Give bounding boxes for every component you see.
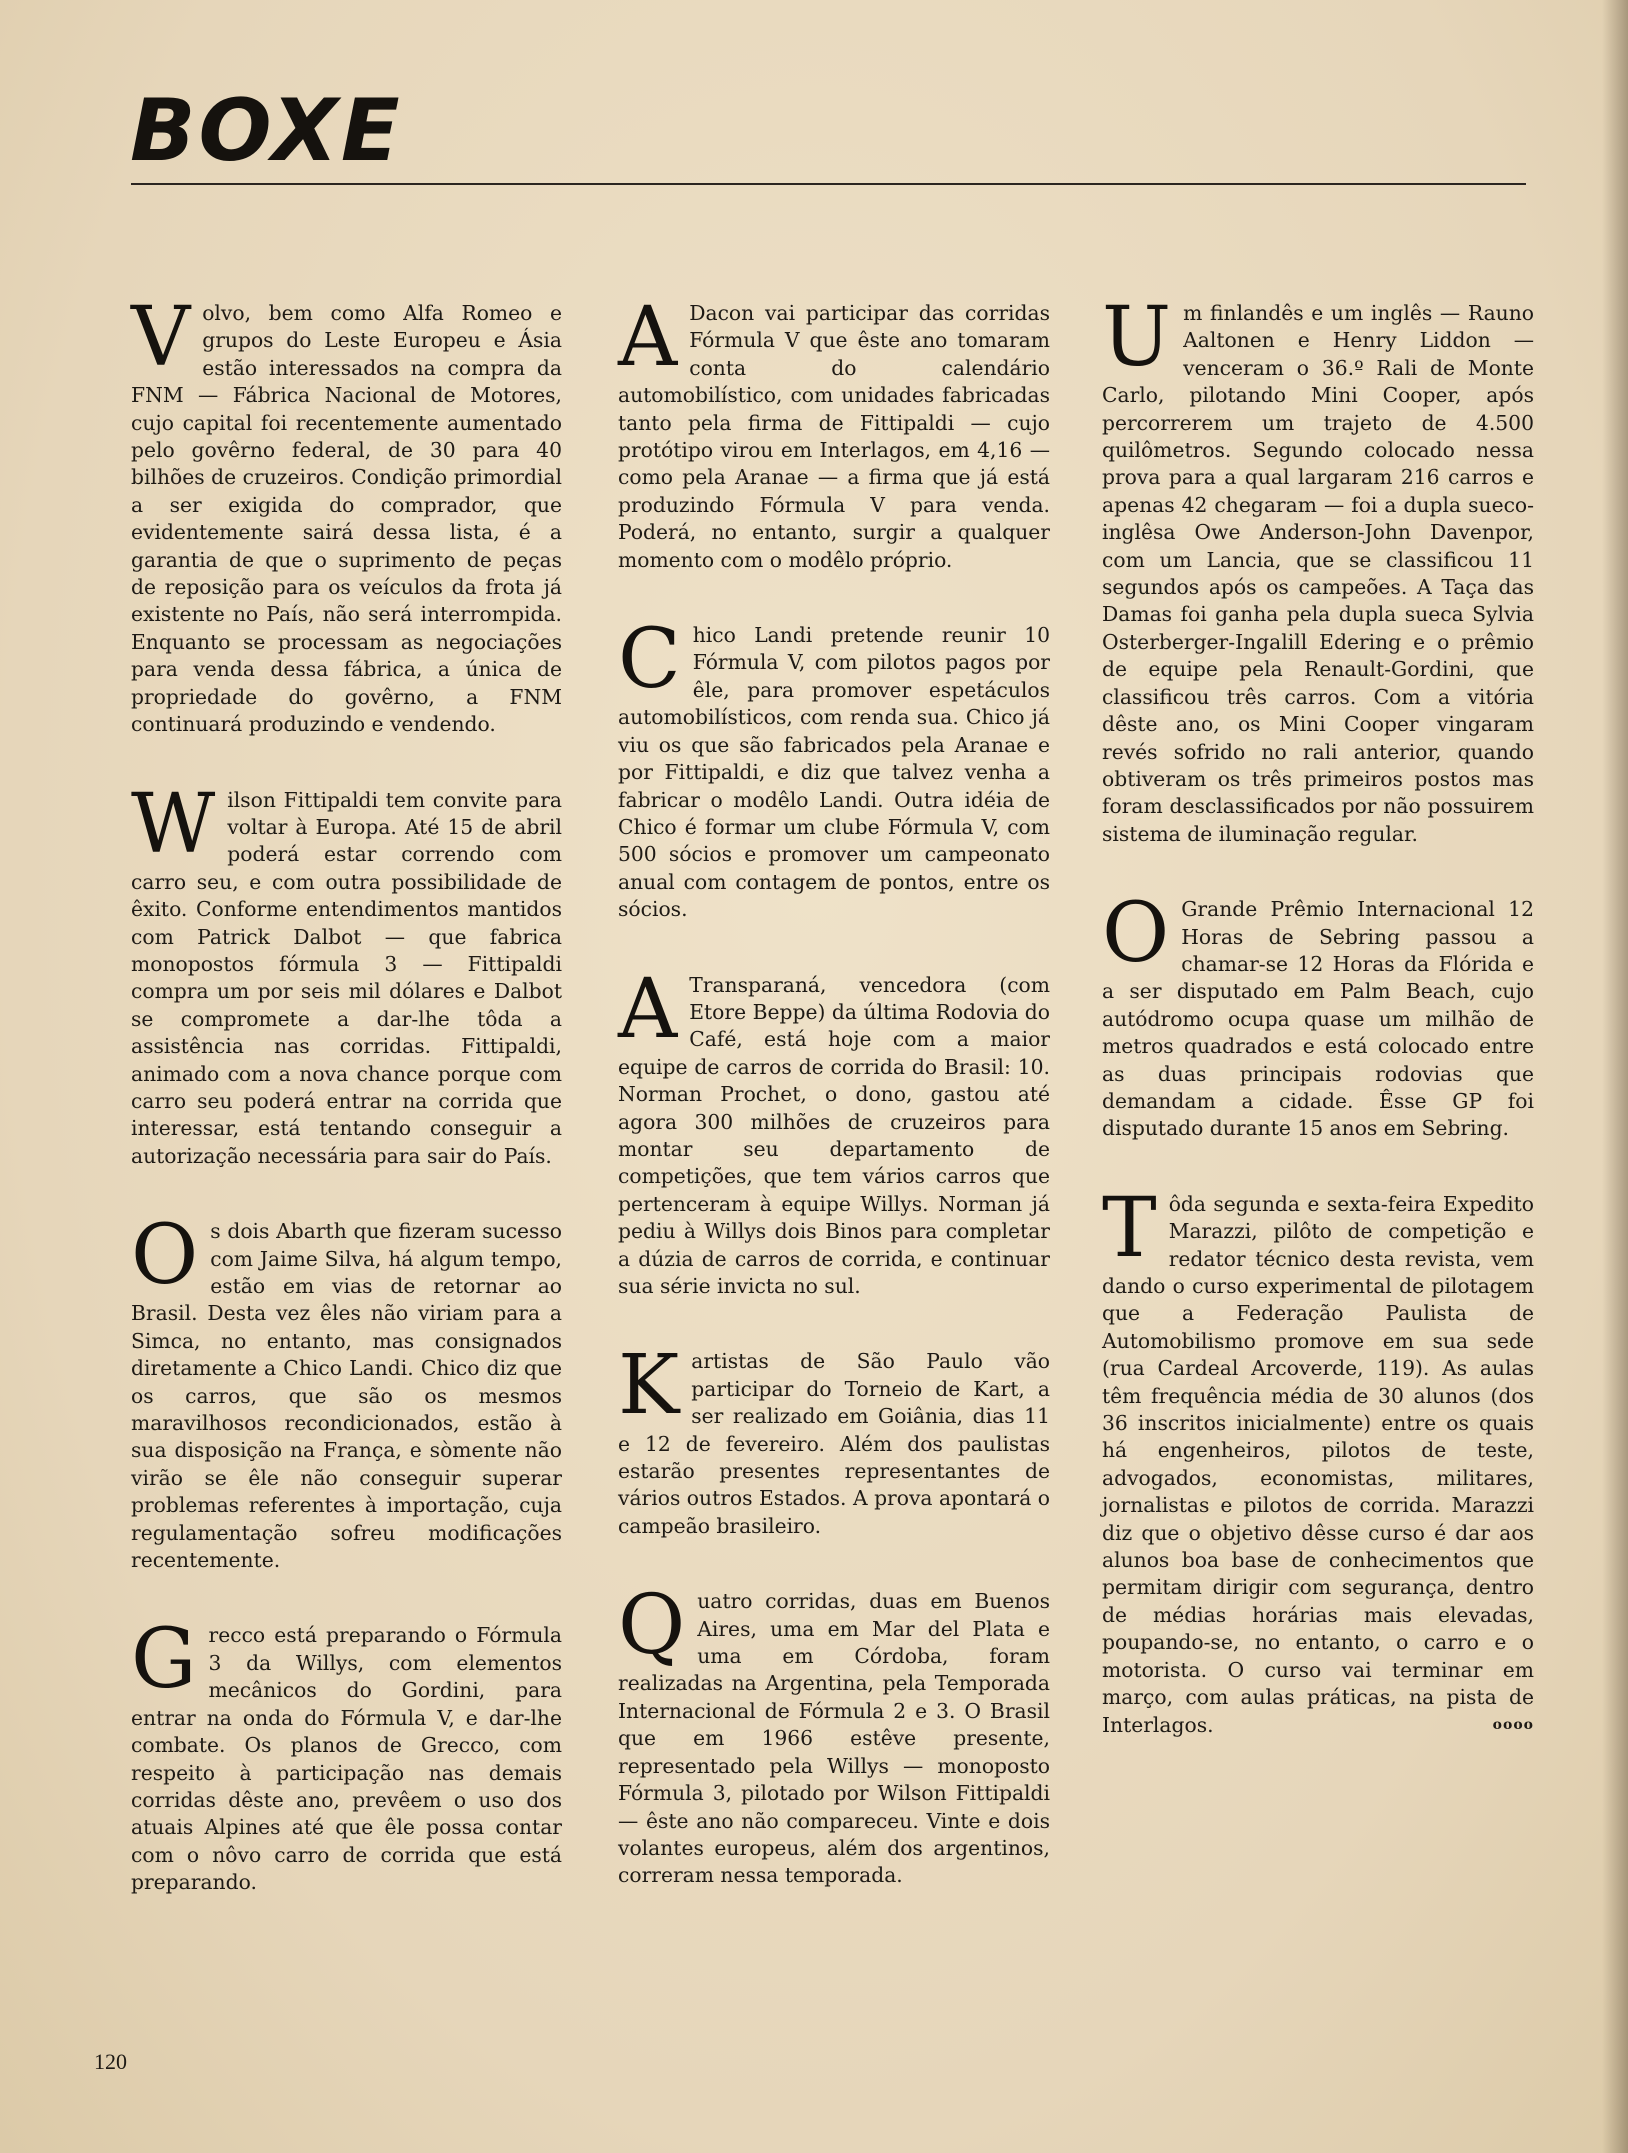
column-1 (131, 290, 562, 1945)
drop-cap: V (131, 290, 191, 385)
article-paragraph (618, 961, 1050, 1301)
article-paragraph (131, 1612, 562, 1896)
drop-cap: A (618, 961, 678, 1057)
column-2 (618, 290, 1050, 1938)
title-rule (131, 183, 1526, 185)
paragraph-text: s dois Abarth que fizeram sucesso com Jaime Silva, há algum tempo, estão em vias de retornar ao Brasil. Desta vez êles não viriam para a Simca, no entanto, mas consignados diretamente a Chico Landi. Chico diz que os carros, que são os mesmos maravilhosos recondicionados, estão à sua disposição na França, e sòmente não virão se êle não conseguir superar problemas referentes à importação, cuja regulamentação sofreu modificações recentemente. (131, 1219, 562, 1573)
drop-cap: W (131, 776, 216, 872)
drop-cap: O (131, 1208, 199, 1304)
paragraph-text: olvo, bem como Alfa Romeo e grupos do Leste Europeu e Ásia estão interessados na compra da FNM — Fábrica Nacional de Motores, cujo capital foi recentemente aumentado pelo govêrno federal, de 30 para 40 bilhões de cruzeiros. Condição primordial a ser exigida do comprador, que evidentemente sairá dessa lista, é a garantia de que o suprimento de peças de reposição para os veículos da frota já existente no País, não será interrompida. Enquanto se processam as negociações para venda dessa fábrica, a única de propriedade do govêrno, a FNM continuará produzindo e vendendo. (131, 301, 562, 737)
column-3 (1102, 290, 1534, 1787)
article-paragraph (618, 290, 1050, 574)
page-edge-shadow (1602, 0, 1628, 2153)
paragraph-text: recco está preparando o Fórmula 3 da Willys, com elementos mecânicos do Gordini, para entrar na onda do Fórmula V, e dar-lhe combate. Os planos de Grecco, com respeito à participação nas demais corridas dêste ano, prevêem o uso dos atuais Alpines até que êle possa contar com o nôvo carro de corrida que está preparando. (131, 1623, 562, 1895)
article-paragraph (131, 290, 562, 739)
article-paragraph (618, 612, 1050, 923)
paragraph-text: ilson Fittipaldi tem convite para voltar à Europa. Até 15 de abril poderá estar correndo com carro seu, e com outra possibilidade de êxito. Conforme entendimentos mantidos com Patrick Dalbot — que fabrica monopostos fórmula 3 — Fittipaldi compra um por seis mil dólares e Dalbot se compromete a dar-lhe tôda a assistência nas corridas. Fittipaldi, animado com a nova chance porque com carro seu poderá entrar na corrida que interessar, está tentando conseguir a autorização necessária para sair do País. (131, 787, 562, 1168)
paragraph-text: ôda segunda e sexta-feira Expedito Marazzi, pilôto de competição e redator técnico desta revista, vem dando o curso experimental de pilotagem que a Federação Paulista de Automobilismo promove em sua sede (rua Cardeal Arcoverde, 119). As aulas têm frequência média de 30 alunos (dos 36 inscritos inicialmente) entre os quais há engenheiros, pilotos de teste, advogados, economistas, militares, jornalistas e pilotos de corrida. Marazzi diz que o objetivo dêsse curso é dar aos alunos boa base de conhecimentos que permitam dirigir com segurança, dentro de médias horárias mais elevadas, poupando-se, no entanto, o carro e o motorista. O curso vai terminar em março, com aulas práticas, na pista de Interlagos. (1102, 1191, 1534, 1737)
paragraph-text: artistas de São Paulo vão participar do Torneio de Kart, a ser realizado em Goiânia, dias 11 e 12 de fevereiro. Além dos paulistas estarão presentes representantes de vários outros Estados. A prova apontará o campeão brasileiro. (618, 1349, 1050, 1538)
paragraph-text: m finlandês e um inglês — Rauno Aaltonen e Henry Liddon — venceram o 36.º Rali de Monte Carlo, pilotando Mini Cooper, após percorrerem um trajeto de 4.500 quilômetros. Segundo colocado nessa prova para a qual largaram 216 carros e apenas 42 chegaram — foi a dupla sueco-inglêsa Owe Anderson-John Davenpor, com um Lancia, que se classificou 11 segundos após os campeões. A Taça das Damas foi ganha pela dupla sueca Sylvia Osterberger-Ingalill Edering e o prêmio de equipe pela Renault-Gordini, que classificou três carros. Com a vitória dêste ano, os Mini Cooper vingaram revés sofrido no rali anterior, quando obtiveram os três primeiros postos mas foram desclassificados por não possuirem sistema de iluminação regular. (1102, 301, 1534, 846)
article-paragraph (618, 1578, 1050, 1889)
article-paragraph (1102, 1180, 1534, 1739)
drop-cap: K (618, 1338, 680, 1434)
article-paragraph (131, 1208, 562, 1574)
paragraph-text: Grande Prêmio Internacional 12 Horas de Sebring passou a chamar-se 12 Horas da Flórida e a ser disputado em Palm Beach, cujo autódromo ocupa quase um milhão de metros quadrados e está colocado entre as duas principais rodovias que demandam a cidade. Êsse GP foi disputado durante 15 anos em Sebring. (1102, 897, 1534, 1141)
article-paragraph (618, 1338, 1050, 1540)
page-number: 120 (94, 2049, 127, 2074)
drop-cap: T (1102, 1180, 1157, 1276)
drop-cap: A (618, 290, 678, 385)
paragraph-text: Transparaná, vencedora (com Etore Beppe) da última Rodovia do Café, está hoje com a maior equipe de carros de corrida do Brasil: 10. Norman Prochet, o dono, gastou até agora 300 milhões de cruzeiros para montar seu departamento de competições, que tem vários carros que pertenceram à equipe Willys. Norman já pediu à Willys dois Binos para completar a dúzia de carros de corrida, e continuar sua série invicta no sul. (618, 972, 1050, 1298)
paragraph-text: Dacon vai participar das corridas Fórmula V que êste ano tomaram conta do calendário automobilístico, com unidades fabricadas tanto pela firma de Fittipaldi — cujo protótipo virou em Interlagos, em 4,16 — como pela Aranae — a firma que já está produzindo Fórmula V para venda. Poderá, no entanto, surgir a qualquer momento com o modêlo próprio. (618, 301, 1050, 572)
drop-cap: C (618, 612, 681, 708)
drop-cap: G (131, 1612, 197, 1708)
section-title: BOXE (130, 81, 403, 181)
drop-cap: O (1102, 886, 1170, 982)
drop-cap: Q (618, 1578, 686, 1674)
article-paragraph (1102, 290, 1534, 848)
drop-cap: U (1102, 290, 1172, 385)
paragraph-text: hico Landi pretende reunir 10 Fórmula V, com pilotos pagos por êle, para promover espetáculos automobilísticos, com renda sua. Chico já viu os que são fabricados pela Aranae e por Fittipaldi, e diz que talvez venha a fabricar o modêlo Landi. Outra idéia de Chico é formar um clube Fórmula V, com 500 sócios e promover um campeonato anual com contagem de pontos, entre os sócios. (618, 623, 1050, 922)
article-paragraph (1102, 886, 1534, 1143)
paragraph-text: uatro corridas, duas em Buenos Aires, uma em Mar del Plata e uma em Córdoba, foram realizadas na Argentina, pela Temporada Internacional de Fórmula 2 e 3. O Brasil que em 1966 estêve presente, representado pela Willys — monoposto Fórmula 3, pilotado por Wilson Fittipaldi — êste ano não compareceu. Vinte e dois volantes europeus, além dos argentinos, correram nessa temporada. (618, 1589, 1050, 1888)
article-paragraph (131, 776, 562, 1171)
end-mark: oooo (1492, 1716, 1534, 1733)
